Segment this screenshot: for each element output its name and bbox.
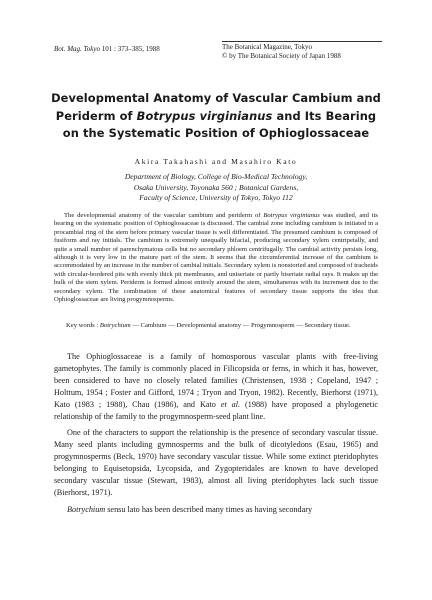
abstract-lead: The developmental anatomy of the vascular cambium and periderm of	[64, 212, 261, 219]
journal-name: The Botanical Magazine, Tokyo	[222, 43, 312, 51]
body-p1-end: (1988) have proposed a phylogenetic relationship of the family to the progymnosperm-seed plant line.	[54, 399, 378, 421]
copyright-line: © by The Botanical Society of Japan 1988	[222, 52, 341, 60]
author-list: Akira Takahashi and Masahiro Kato	[134, 157, 298, 166]
body-p1-etal: et al.	[220, 399, 241, 409]
affiliation-line-1: Department of Biology, College of Bio-Medical Technology,	[124, 172, 308, 181]
volume-pages: 101 : 373–385, 1988	[101, 45, 160, 53]
body-paragraph-3	[54, 504, 378, 516]
abstract-paragraph	[54, 212, 378, 304]
body-p3-text: sensu lato has been described many times as having secondary	[107, 504, 313, 514]
title-line-2-pre: Periderm of	[55, 108, 133, 123]
body-paragraph-1	[54, 351, 378, 422]
abstract-text: was studied, and its bearing on the systematic position of Ophioglossaceae is discussed. The cambial zone including cambium is initiated in a procambial ring of the stem before primary vascular tissue is well differentiated. The presumed cambium is composed of fusiform and ray initials. The cambium is extremely unequally bifacial, producing secondary xylem centripetally, and quite a small number of parenchymatous cells but no secondary phloem centrifugally. The cambial activity persists long, although it is very low in the mature part of the stem. It seems that the circumferential increase of the cambium is accommodated by an increase in the number of cambial initials. Secondary xylem is nonstoried and composed of tracheids with circular-bordered pits with evenly thick pit membranes, and uniseriate or partly biseriate radial rays. It makes up the bulk of the stem xylem. Periderm is formed almost entirely around the stem, simultaneous with its increment due to the secondary xylem. The combination of these anatomical features of secondary tissue supports the idea that Ophioglossaceae are living progymnosperms.	[54, 212, 378, 304]
journal-masthead	[222, 41, 382, 61]
body-p1-text: The Ophioglossaceae is a family of homosporous vascular plants with free-living gametophytes. The family is commonly placed in Filicopsida or ferns, in which it has, however, been considered to have no closely related families (Christensen, 1938 ; Copeland, 1947 ; Holttum, 1954 ; Foster and Gifford, 1974 ; Tryon and Tryon, 1982). Recently, Bierhorst (1971), Kato (1983 ; 1988), Chau (1986), and Kato	[54, 352, 378, 409]
article-body	[54, 351, 378, 516]
title-species: Botrypus virginianus	[136, 108, 273, 123]
journal-abbrev: Bot. Mag. Tokyo	[54, 45, 101, 53]
body-paragraph-2: One of the characters to support the relationship is the presence of secondary vascular tissue. Many seed plants including gymnosperms and the bulk of dicotyledons (Esau, 1965) and progymnosperms (Beck, 1970) have secondary vascular tissue. While some extinct pteridophytes belonging to Equisetopsida, Lycopsida, and Zygopteridales are known to have developed secondary vascular tissue (Stewart, 1983), almost all living pteridophytes lack such tissue (Bierhorst, 1971).	[54, 428, 378, 497]
affiliation	[60, 172, 372, 204]
title-line-3: on the Systematic Position of Ophioglossaceae	[62, 126, 370, 140]
keywords	[66, 321, 378, 330]
title-line-2-post: and Its Bearing	[276, 108, 377, 123]
article-title	[40, 90, 392, 143]
journal-citation	[54, 45, 160, 54]
masthead-rule	[222, 41, 382, 42]
title-line-1: Developmental Anatomy of Vascular Cambium and	[51, 91, 381, 105]
abstract	[54, 212, 378, 304]
affiliation-line-2: Osaka University, Toyonaka 560 ; Botanical Gardens,	[133, 182, 299, 192]
keywords-label: Key words :	[66, 322, 99, 329]
keywords-rest: — Cambium — Developmental anatomy — Progymnosperm — Secondary tissue.	[132, 322, 351, 329]
title-line-2	[40, 108, 392, 126]
body-p3-genus: Botrychium	[67, 504, 106, 514]
abstract-species: Botrypus virginianus	[263, 212, 320, 219]
affiliation-line-3: Faculty of Science, University of Tokyo, Tokyo 112	[139, 193, 293, 203]
keyword-first: Botrychium	[99, 322, 131, 329]
